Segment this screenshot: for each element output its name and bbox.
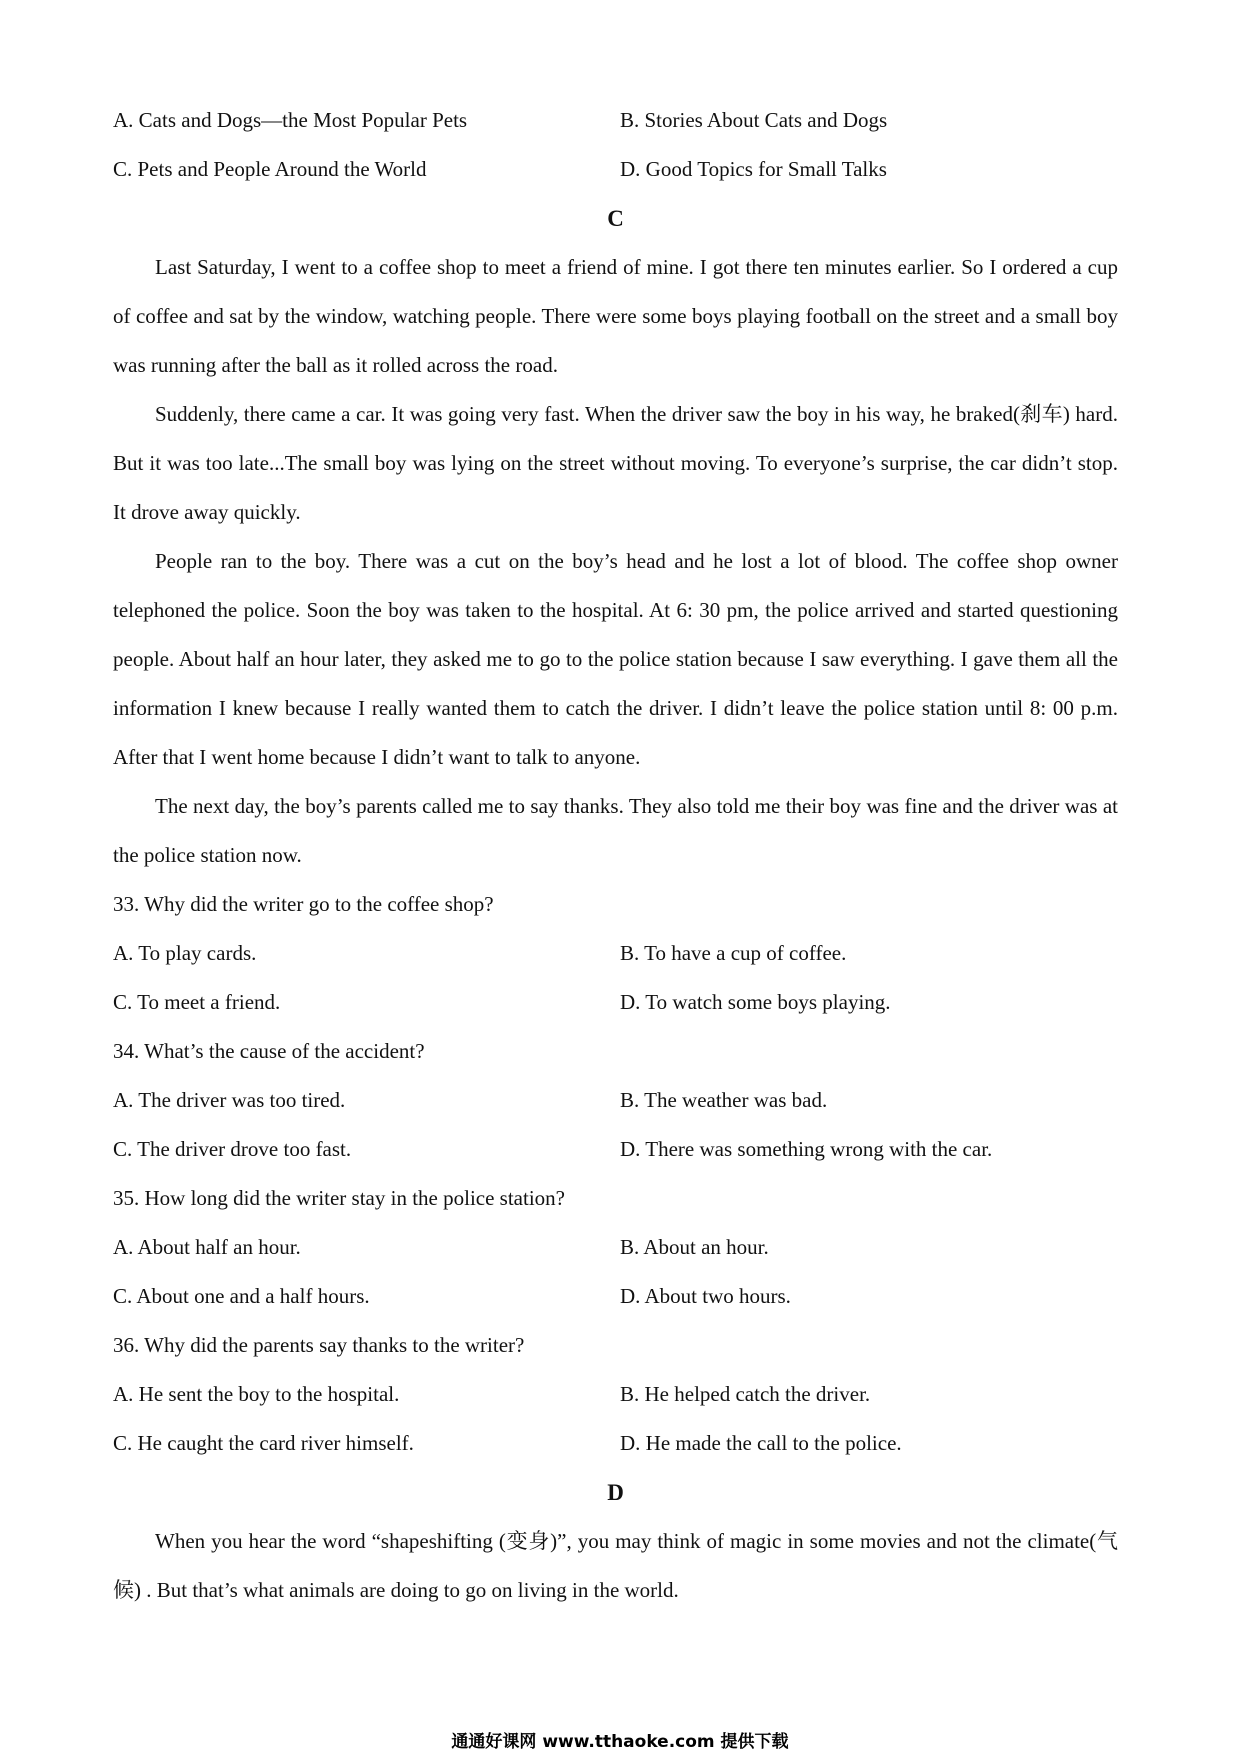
section-heading-d: D <box>607 1480 624 1505</box>
option-a: A. About half an hour. <box>113 1235 301 1259</box>
options-row <box>113 1272 1118 1321</box>
question-35 <box>113 1174 1118 1321</box>
option-b: B. Stories About Cats and Dogs <box>620 108 888 132</box>
option-b: B. He helped catch the driver. <box>620 1382 871 1406</box>
passage-paragraph: Suddenly, there came a car. It was going very fast. When the driver saw the boy in his way, he braked(刹车) hard. But it was too late...The small boy was lying on the street without moving. To everyone’s surprise, the car didn’t stop. It drove away quickly. <box>113 402 1118 524</box>
passage-paragraph: People ran to the boy. There was a cut on the boy’s head and he lost a lot of blood. The coffee shop owner telephoned the police. Soon the boy was taken to the hospital. At 6: 30 pm, the police arrived and started questioning people. About half an hour later, they asked me to go to the police station because I saw everything. I gave them all the information I knew because I really wanted them to catch the driver. I didn’t leave the police station until 8: 00 p.m. After that I went home because I didn’t want to talk to anyone. <box>113 549 1118 769</box>
option-c: C. To meet a friend. <box>113 990 281 1014</box>
option-b: B. To have a cup of coffee. <box>620 941 847 965</box>
question-stem: 34. What’s the cause of the accident? <box>113 1039 425 1063</box>
passage-paragraph: Last Saturday, I went to a coffee shop to meet a friend of mine. I got there ten minutes earlier. So I ordered a cup of coffee and sat by the window, watching people. There were some boys playing football on the street and a small boy was running after the ball as it rolled across the road. <box>113 255 1118 377</box>
options-row <box>113 1370 1118 1419</box>
option-d: D. He made the call to the police. <box>620 1431 902 1455</box>
options-row <box>113 1076 1118 1125</box>
passage-paragraph: The next day, the boy’s parents called me to say thanks. They also told me their boy was fine and the driver was at the police station now. <box>113 794 1118 867</box>
question-stem: 35. How long did the writer stay in the police station? <box>113 1186 565 1210</box>
options-row <box>113 96 1118 145</box>
option-a: A. To play cards. <box>113 941 257 965</box>
option-c: C. The driver drove too fast. <box>113 1137 352 1161</box>
question-34 <box>113 1027 1118 1174</box>
option-d: D. There was something wrong with the car. <box>620 1137 993 1161</box>
option-b: B. About an hour. <box>620 1235 769 1259</box>
section-heading-c: C <box>607 206 624 231</box>
options-row <box>113 929 1118 978</box>
question-33 <box>113 880 1118 1027</box>
question-36 <box>113 1321 1118 1468</box>
options-row <box>113 1223 1118 1272</box>
option-d: D. To watch some boys playing. <box>620 990 891 1014</box>
page-footer: 通通好课网 www.tthaoke.com 提供下载 <box>451 1732 789 1752</box>
options-row <box>113 1125 1118 1174</box>
option-c: C. About one and a half hours. <box>113 1284 370 1308</box>
option-a: A. He sent the boy to the hospital. <box>113 1382 400 1406</box>
option-a: A. The driver was too tired. <box>113 1088 346 1112</box>
options-row <box>113 145 1118 194</box>
option-c: C. He caught the card river himself. <box>113 1431 414 1455</box>
question-stem: 36. Why did the parents say thanks to the writer? <box>113 1333 525 1357</box>
option-d: D. About two hours. <box>620 1284 791 1308</box>
options-row <box>113 978 1118 1027</box>
question-stem: 33. Why did the writer go to the coffee shop? <box>113 892 494 916</box>
passage-paragraph: When you hear the word “shapeshifting (变身)”, you may think of magic in some movies and not the climate(气候) . But that’s what animals are doing to go on living in the world. <box>113 1529 1118 1602</box>
option-c: C. Pets and People Around the World <box>113 157 427 181</box>
option-d: D. Good Topics for Small Talks <box>620 157 887 181</box>
exam-page <box>113 96 1118 1615</box>
option-a: A. Cats and Dogs—the Most Popular Pets <box>113 108 468 132</box>
option-b: B. The weather was bad. <box>620 1088 828 1112</box>
options-row <box>113 1419 1118 1468</box>
